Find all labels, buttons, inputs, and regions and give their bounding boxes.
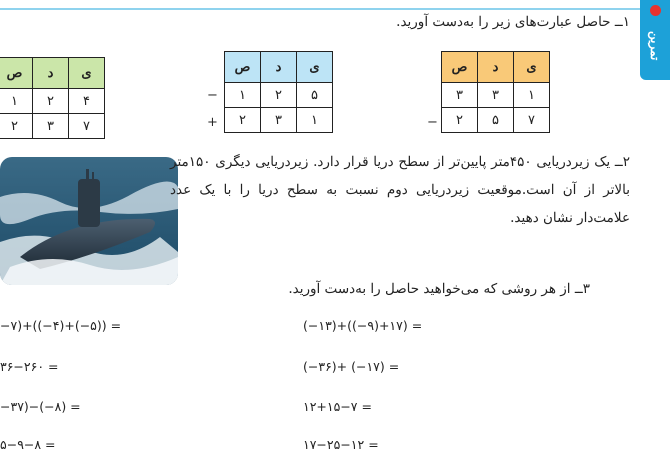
tab-label: تمرین xyxy=(648,31,662,61)
expression: ۵−۹−۸ = xyxy=(0,437,56,452)
table-header: د xyxy=(261,52,297,83)
sign-minus: − xyxy=(207,88,218,103)
expression: ۳۶−۲۶۰ = xyxy=(0,359,59,374)
exercise-tab xyxy=(640,0,670,80)
table-cell: ۱ xyxy=(0,89,33,114)
table-header: ص xyxy=(225,52,261,83)
table-cell: ۵ xyxy=(297,83,333,108)
table-cell: ۴ xyxy=(69,89,105,114)
table-header: ی xyxy=(69,58,105,89)
table-cell: ۳ xyxy=(478,83,514,108)
table-header: د xyxy=(33,58,69,89)
question-1: ۱ــ حاصل عبارت‌های زیر را به‌دست آورید. xyxy=(396,14,630,30)
table-cell: ۱ xyxy=(297,108,333,133)
table-cell: ۳ xyxy=(33,114,69,139)
table-cell: ۲ xyxy=(442,108,478,133)
expression: −۳۷)−(−۸) = xyxy=(0,399,81,414)
table-cell: ۱ xyxy=(514,83,550,108)
table-cell: ۳ xyxy=(261,108,297,133)
table-cell: ۱ xyxy=(225,83,261,108)
table-cell: ۲ xyxy=(225,108,261,133)
submarine-photo xyxy=(0,157,178,285)
expression: (−۱۳)+((−۹)+۱۷) = xyxy=(303,318,423,333)
table-cell: ۲ xyxy=(0,114,33,139)
expression: ۱۷−۲۵−۱۲ = xyxy=(303,437,379,452)
question-3: ۳ــ از هر روشی که می‌خواهید حاصل را به‌دست آورید. xyxy=(288,281,590,297)
table-orange xyxy=(441,51,550,133)
table-cell: ۷ xyxy=(69,114,105,139)
table-cell: ۲ xyxy=(261,83,297,108)
table-cell: ۵ xyxy=(478,108,514,133)
table-header: ی xyxy=(297,52,333,83)
table-header: د xyxy=(478,52,514,83)
table-cell: ۳ xyxy=(442,83,478,108)
table-blue xyxy=(224,51,333,133)
expression: (−۳۶)+ (−۱۷) = xyxy=(303,359,400,374)
sign-plus: + xyxy=(207,115,218,130)
tab-dot-icon xyxy=(650,5,661,16)
table-header: ی xyxy=(514,52,550,83)
sign-minus: − xyxy=(427,115,438,130)
expression: −۷)+((−۴)+(−۵)) = xyxy=(0,318,122,333)
table-cell: ۷ xyxy=(514,108,550,133)
expression: ۱۲+۱۵−۷ = xyxy=(303,399,372,414)
table-header: ص xyxy=(0,58,33,89)
table-cell: ۲ xyxy=(33,89,69,114)
question-2: ۲ــ یک زیردریایی ۴۵۰متر پایین‌تر از سطح دریا قرار دارد. زیردریایی دیگری ۱۵۰متر بالاتر از آن است.موقعیت زیردریایی دوم نسبت به سطح دریا را با یک عدد علامت‌دار نشان دهید. xyxy=(170,154,630,226)
table-green xyxy=(0,57,105,139)
table-header: ص xyxy=(442,52,478,83)
